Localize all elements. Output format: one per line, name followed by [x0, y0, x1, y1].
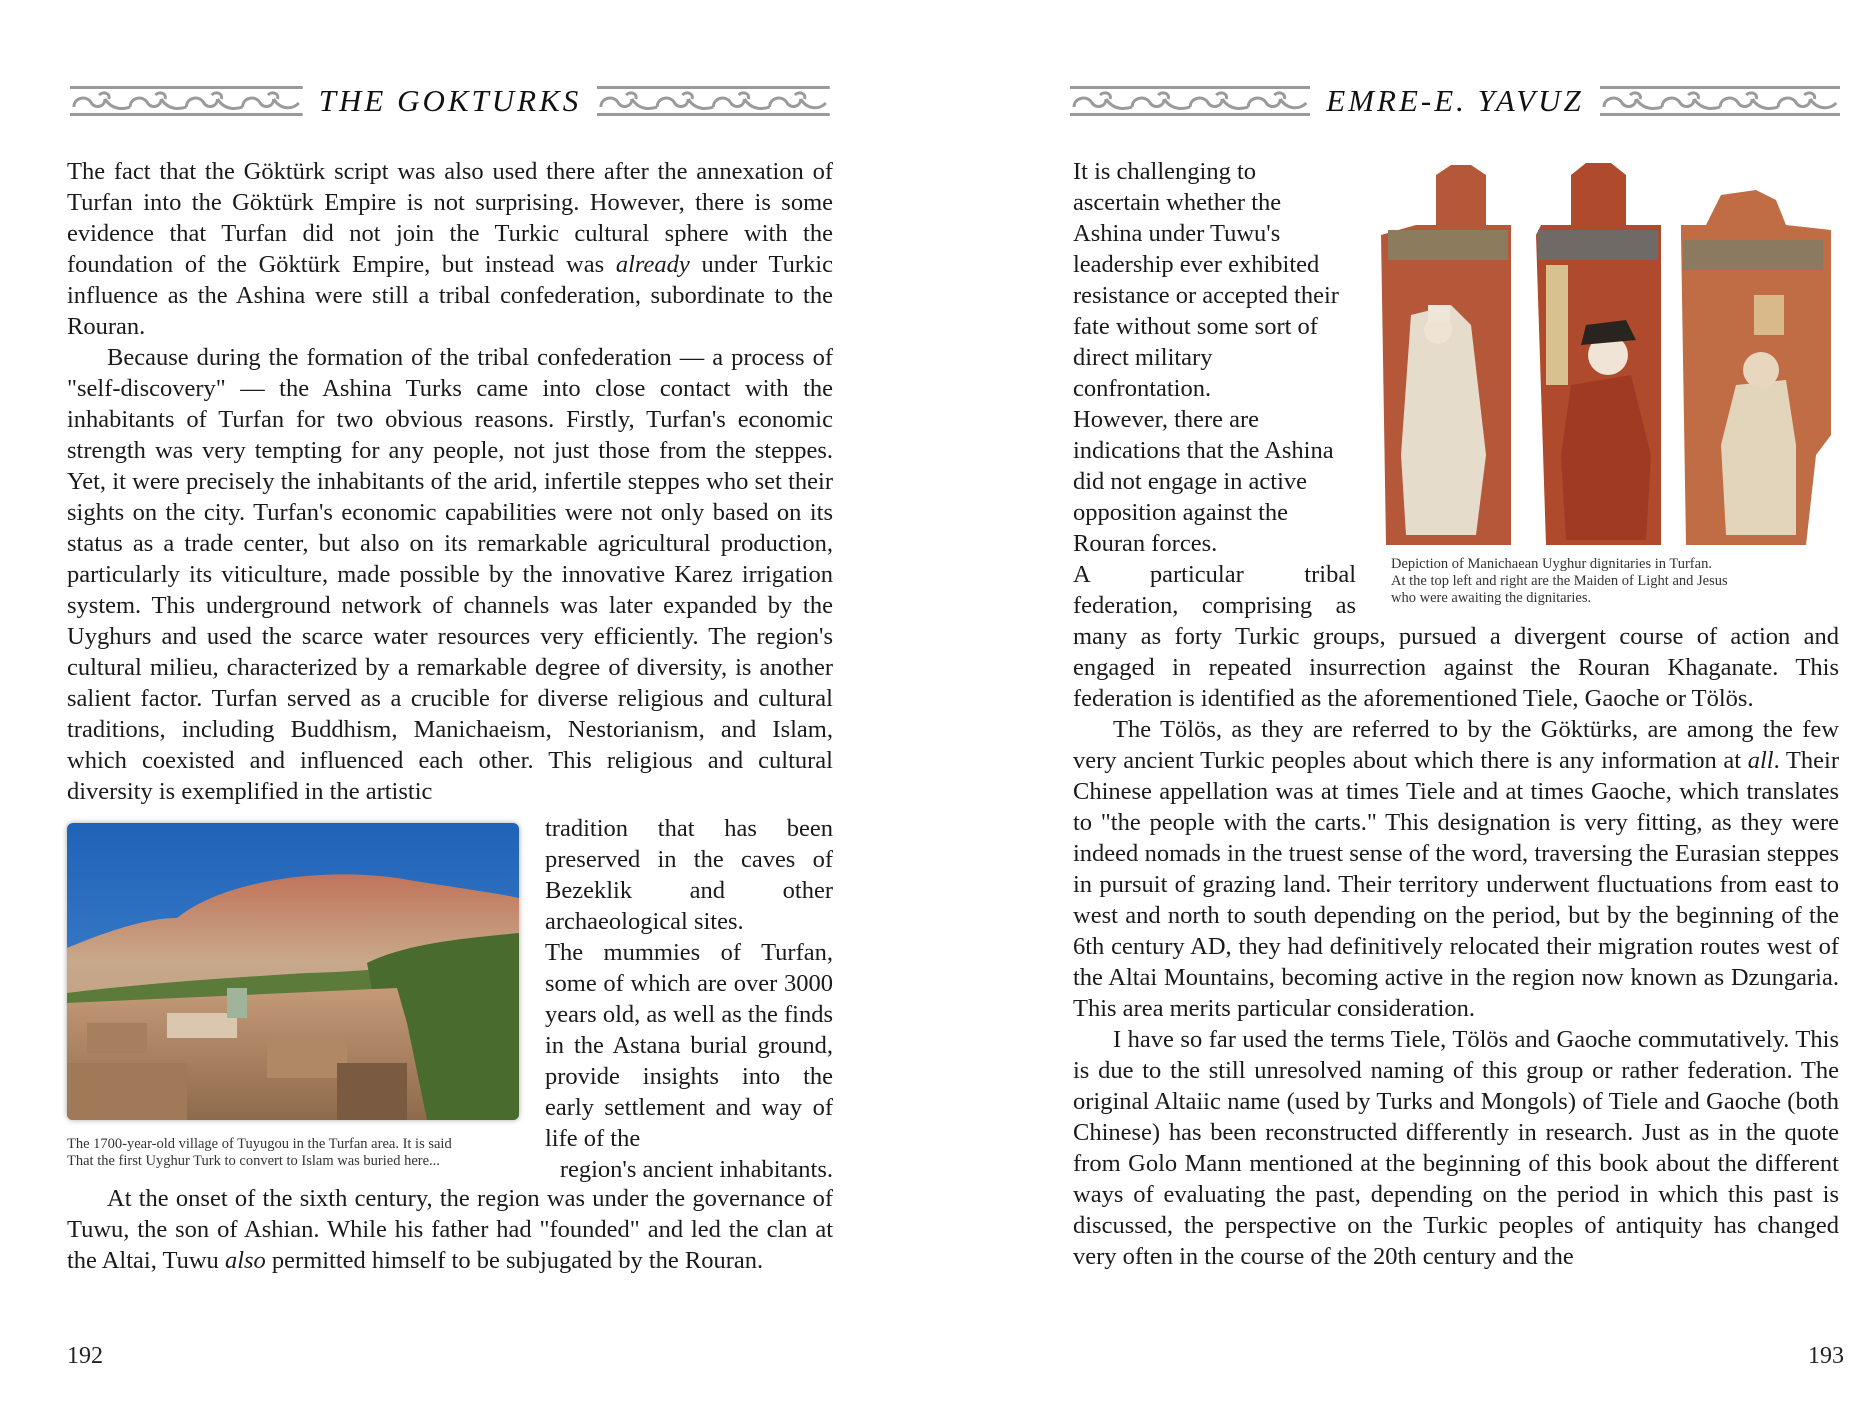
- text-span: The Tölös, as they are referred to by the Göktürks, are among the few very ancient Turkic peoples about which there is any information at: [1073, 716, 1839, 774]
- figure-caption: [1391, 556, 1831, 607]
- caption-line: who were awaiting the dignitaries.: [1391, 590, 1592, 606]
- text-line: did not engage in active: [1073, 468, 1308, 495]
- paragraph: [67, 156, 833, 342]
- running-head-title: EMRE-E. YAVUZ: [1326, 83, 1584, 118]
- ornament-border-icon: [1070, 85, 1310, 117]
- running-head-title: THE GOKTURKS: [318, 83, 582, 118]
- caption-line: At the top left and right are the Maiden of Light and Jesus: [1391, 573, 1728, 589]
- text-line: It is challenging to: [1073, 158, 1257, 185]
- ornament-border-icon: [1600, 85, 1840, 117]
- ornament-border-icon: [70, 85, 303, 117]
- text-line: confrontation.: [1073, 375, 1212, 402]
- left-tail-text: [67, 1183, 833, 1276]
- village-photo: [67, 823, 519, 1120]
- page-number: 192: [67, 1343, 103, 1369]
- emphasis: all: [1747, 747, 1774, 774]
- text-line: Ashina under Tuwu's: [1073, 220, 1281, 247]
- caption-line: The 1700-year-old village of Tuyugou in the Turfan area. It is said: [67, 1136, 452, 1152]
- text-span: under Turkic influence as the Ashina were still a tribal confederation, subordinate to the Rouran.: [67, 251, 833, 340]
- paragraph: The mummies of Turfan, some of which are over 3000 years old, as well as the finds in the Astana burial ground, provide insights into the early settlement and way of life of the: [545, 939, 833, 1152]
- text-line: leadership ever exhibited: [1073, 251, 1320, 278]
- text-line: ascertain whether the: [1073, 189, 1282, 216]
- paragraph: Because during the formation of the tribal confederation — a process of "self-discovery" — the Ashina Turks came into close contact with the inhabitants of Turfan for two obvious reasons. Firstly, Turfan's economic strength was very tempting for any people, not just those from the steppes. Yet, it were precisely the inhabitants of the arid, infertile steppes who set their sights on the city. Turfan's economic capabilities were not only based on its status as a trade center, but also on its remarkable agricultural production, particularly its viticulture, made possible by the innovative Karez irrigation system. This underground network of channels was later expanded by the Uyghurs and used the scarce water resources very efficiently. The region's cultural milieu, characterized by a remarkable degree of diversity, is another salient factor. Turfan served as a crucible for diverse religious and cultural traditions, including Buddhism, Manichaeism, Nestorianism, and Islam, which coexisted and influenced each other. This religious and cultural diversity is exemplified in the artistic: [67, 344, 833, 805]
- text-line: direct military: [1073, 344, 1213, 371]
- paragraph: many as forty Turkic groups, pursued a divergent course of action and engaged in repeated insurrection against the Rouran Khaganate. This federation is identified as the aforementioned Tiele, Gaoche or Tölös.: [1073, 623, 1839, 712]
- ornament-border-icon: [597, 85, 830, 117]
- text-span: At the onset of the sixth century, the region was under the governance of Tuwu, the son of Ashian. While his father had "founded" and led the clan at the Altai, Tuwu: [67, 1185, 833, 1274]
- caption-line: Depiction of Manichaean Uyghur dignitaries in Turfan.: [1391, 556, 1712, 572]
- painting-panel-right: [1681, 190, 1831, 545]
- paragraph: [67, 1183, 833, 1276]
- manichaean-paintings-image: [1376, 155, 1846, 547]
- text-span: . Their Chinese appellation was at times Tiele and at times Gaoche, which translates to "the people with the carts." This designation is very fitting, as they were indeed nomads in the truest sense of the word, traversing the Eurasian steppes in pursuit of grazing land. Their territory underwent fluctuations from east to west and north to south depending on the period, but by the beginning of the 6th century AD, they had definitively relocated their migration routes west of the Altai Mountains, becoming active in the region now known as Dzungaria. This area merits particular consideration.: [1073, 747, 1839, 1022]
- running-head-right: [1070, 84, 1840, 118]
- figure-caption: [67, 1136, 537, 1170]
- figure-block-village: [67, 813, 833, 1183]
- page-number: 193: [1808, 1343, 1844, 1369]
- text-line: fate without some sort of: [1073, 313, 1318, 340]
- running-head-left: [70, 84, 830, 118]
- painting-panel-left: [1381, 165, 1511, 545]
- painting-panel-middle: [1536, 163, 1661, 545]
- text-span: permitted himself to be subjugated by the Rouran.: [265, 1247, 764, 1274]
- text-line: federation, comprising as: [1073, 592, 1356, 619]
- emphasis: also: [224, 1247, 266, 1274]
- narrow-column-text: [1073, 156, 1356, 621]
- text-line: opposition against the: [1073, 499, 1289, 526]
- text-line: Rouran forces.: [1073, 530, 1218, 557]
- text-line: However, there are: [1073, 406, 1260, 433]
- caption-line: That the first Uyghur Turk to convert to Islam was buried here...: [67, 1153, 440, 1169]
- paragraph: [1073, 714, 1839, 1024]
- left-body-text: [67, 156, 833, 807]
- text-line: A particular tribal: [1073, 561, 1356, 588]
- wrapped-text-last-line: region's ancient inhabitants.: [559, 1156, 833, 1183]
- right-body-text: [1073, 621, 1839, 1272]
- left-page: [0, 0, 937, 1417]
- emphasis: already: [615, 251, 690, 278]
- wrapped-text: [545, 813, 833, 1154]
- text-span: The fact that the Göktürk script was also used there after the annexation of Turfan into the Göktürk Empire is not surprising. However, there is some evidence that Turfan did not join the Turkic cultural sphere with the foundation of the Göktürk Empire, but instead was: [67, 158, 833, 278]
- paragraph: I have so far used the terms Tiele, Tölös and Gaoche commutatively. This is due to the still unresolved naming of this group or rather federation. The original Altaiic name (used by Turks and Mongols) of Tiele and Gaoche (both Chinese) has been reconstructed differently in research. Just as in the quote from Golo Mann mentioned at the beginning of this book about the different ways of evaluating the past, depending on the period in which this past is discussed, the perspective on the Turkic peoples of antiquity has changed very often in the course of the 20th century and the: [1073, 1026, 1839, 1270]
- text-line: resistance or accepted their: [1073, 282, 1339, 309]
- paragraph: tradition that has been preserved in the caves of Bezeklik and other archaeological sites.: [545, 815, 833, 935]
- text-line: indications that the Ashina: [1073, 437, 1334, 464]
